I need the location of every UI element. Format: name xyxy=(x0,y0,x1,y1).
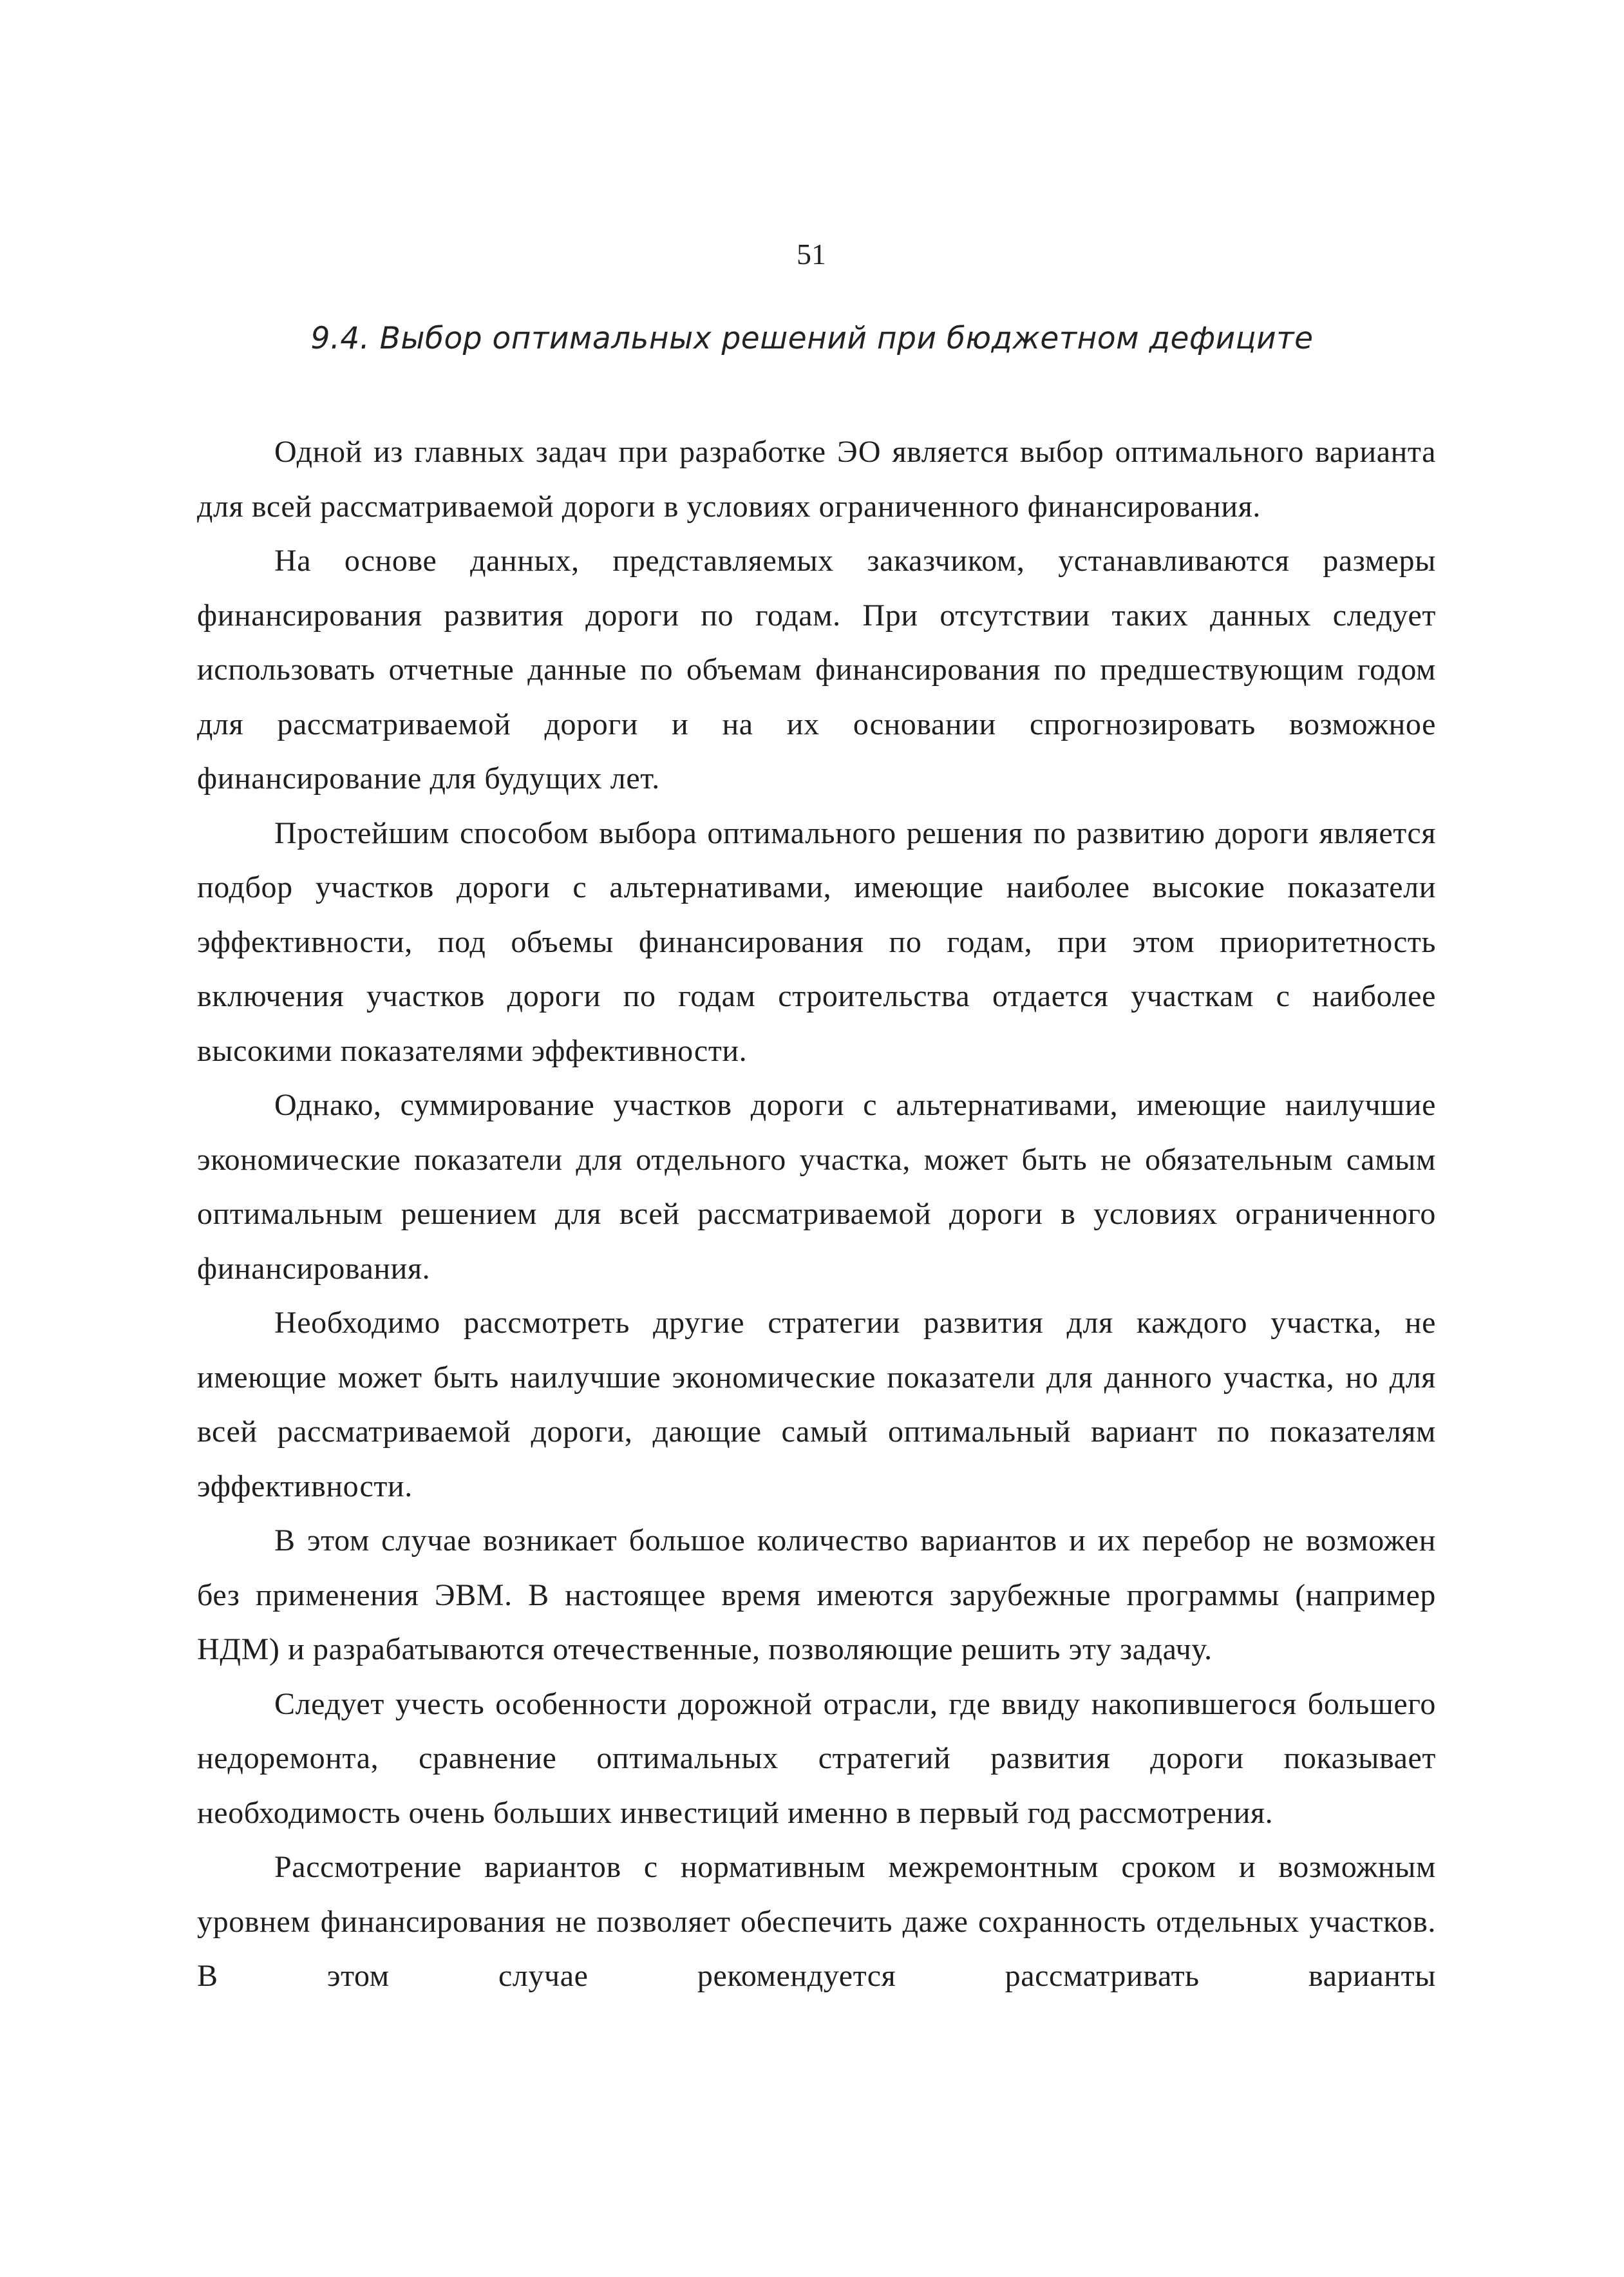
paragraph: Необходимо рассмотреть другие стратегии развития для каждого участка, не имеющие может быть наилучшие экономические показатели для данного участка, но для всей рассматриваемой дороги, дающие самый оптимальный вариант по показателям эффективности. xyxy=(197,1306,1436,1503)
paragraph: Рассмотрение вариантов с нормативным межремонтным сроком и возможным уровнем финансирования не позволяет обеспечить даже сохранность отдельных участков. В этом случае рекомендуется рассматривать варианты xyxy=(197,1850,1436,1993)
page-number: 51 xyxy=(797,238,826,271)
paragraph: Однако, суммирование участков дороги с альтернативами, имеющие наилучшие экономические показатели для отдельного участка, может быть не обязательным самым оптимальным решением для всей рассматриваемой дороги в условиях ограниченного финансирования. xyxy=(197,1088,1436,1286)
paragraph: Одной из главных задач при разработке ЭО является выбор оптимального варианта для всей рассматриваемой дороги в условиях ограниченного финансирования. xyxy=(197,435,1436,524)
paragraph: В этом случае возникает большое количество вариантов и их перебор не возможен без применения ЭВМ. В настоящее время имеются зарубежные программы (например НДМ) и разрабатываются отечественные, позволяющие решить эту задачу. xyxy=(197,1523,1436,1666)
body-text xyxy=(197,425,1436,2004)
paragraph: Простейшим способом выбора оптимального решения по развитию дороги является подбор участков дороги с альтернативами, имеющие наиболее высокие показатели эффективности, под объемы финансирования по годам, при этом приоритетность включения участков дороги по годам строительства отдается участкам с наиболее высокими показателями эффективности. xyxy=(197,815,1436,1068)
paragraph: Следует учесть особенности дорожной отрасли, где ввиду накопившегося большего недоремонта, сравнение оптимальных стратегий развития дороги показывает необходимость очень больших инвестиций именно в первый год рассмотрения. xyxy=(197,1686,1436,1830)
paragraph: На основе данных, представляемых заказчиком, устанавливаются размеры финансирования развития дороги по годам. При отсутствии таких данных следует использовать отчетные данные по объемам финансирования по предшествующим годом для рассматриваемой дороги и на их основании спрогнозировать возможное финансирование для будущих лет. xyxy=(197,544,1436,796)
section-title: 9.4. Выбор оптимальных решений при бюджетном дефиците xyxy=(310,321,1314,356)
